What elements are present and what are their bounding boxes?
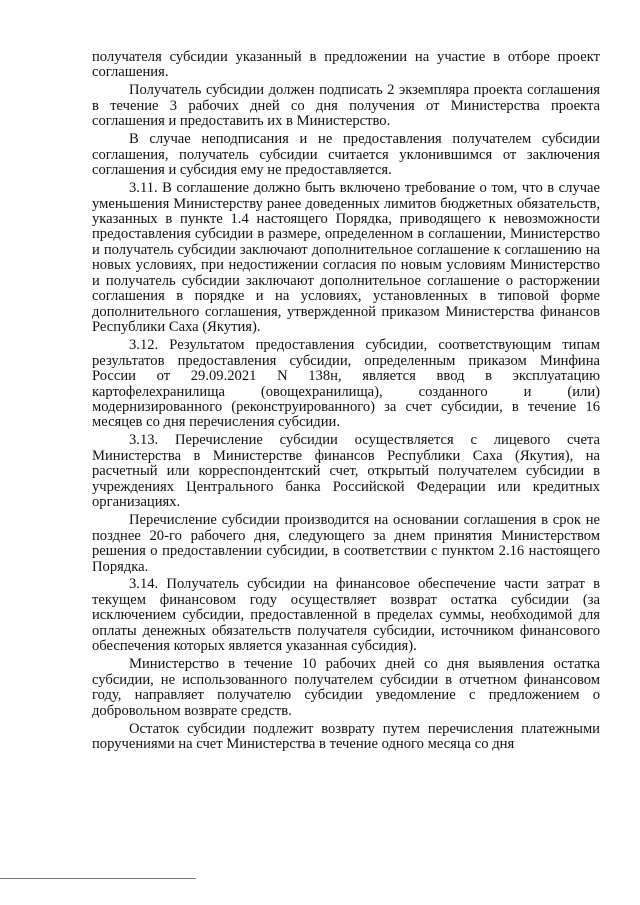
paragraph-transfer-term: Перечисление субсидии производится на основании соглашения в срок не позднее 20-го рабочего дня, следующего за днем принятия Министерством решения о предоставлении субсидии, в соответствии с пунктом 2.16 настоящего Порядка. <box>92 512 600 575</box>
paragraph-3-13: 3.13. Перечисление субсидии осуществляется с лицевого счета Министерства в Министерстве финансов Республики Саха (Якутия), на расчетный или корреспондентский счет, открытый получателем субсидии в учреждениях Центрального банка Российской Федерации или кредитных организациях. <box>92 432 600 511</box>
footnote-divider <box>0 878 196 879</box>
paragraph-3-12: 3.12. Результатом предоставления субсидии, соответствующим типам результатов предоставления субсидии, определенным приказом Минфина России от 29.09.2021 N 138н, является ввод в эксплуатацию картофелехранилища (овощехранилища), созданного и (или) модернизированного (реконструированного) за счет субсидии, в течение 16 месяцев со дня перечисления субсидии. <box>92 337 600 431</box>
paragraph-refusal: В случае неподписания и не предоставления получателем субсидии соглашения, получатель субсидии считается уклонившимся от заключения соглашения и субсидия ему не предоставляется. <box>92 131 600 179</box>
paragraph-signing-term: Получатель субсидии должен подписать 2 экземпляра проекта соглашения в течение 3 рабочих дней со дня получения от Министерства проекта соглашения и предоставить их в Министерство. <box>92 82 600 130</box>
paragraph-3-11: 3.11. В соглашение должно быть включено требование о том, что в случае уменьшения Министерству ранее доведенных лимитов бюджетных обязательств, указанных в пункте 1.4 настоящего Порядка, приводящего к невозможности предоставления субсидии в размере, определенном в соглашении, Министерство и получатель субсидии заключают дополнительное соглашение к соглашению на новых условиях, при недостижении согласия по новым условиям Министерство и получатель субсидии заключают дополнительное соглашение о расторжении соглашения в порядке и на условиях, установленных в типовой форме дополнительного соглашения, утвержденной приказом Министерства финансов Республики Саха (Якутия). <box>92 180 600 336</box>
paragraph-refund: Остаток субсидии подлежит возврату путем перечисления платежными поручениями на счет Министерства в течение одного месяца со дня <box>92 720 600 752</box>
paragraph-notice: Министерство в течение 10 рабочих дней со дня выявления остатка субсидии, не использованного получателем субсидии в отчетном финансовом году, направляет получателю субсидии уведомление с предложением о добровольном возврате средств. <box>92 656 600 719</box>
paragraph-continuation: получателя субсидии указанный в предложении на участие в отборе проект соглашения. <box>92 49 600 81</box>
document-body <box>92 50 600 755</box>
paragraph-3-14: 3.14. Получатель субсидии на финансовое обеспечение части затрат в текущем финансовом году осуществляет возврат остатка субсидии (за исключением субсидии, предоставленной в пределах суммы, необходимой для оплаты денежных обязательств получателя субсидии, источником финансового обеспечения которых является указанная субсидия). <box>92 576 600 655</box>
